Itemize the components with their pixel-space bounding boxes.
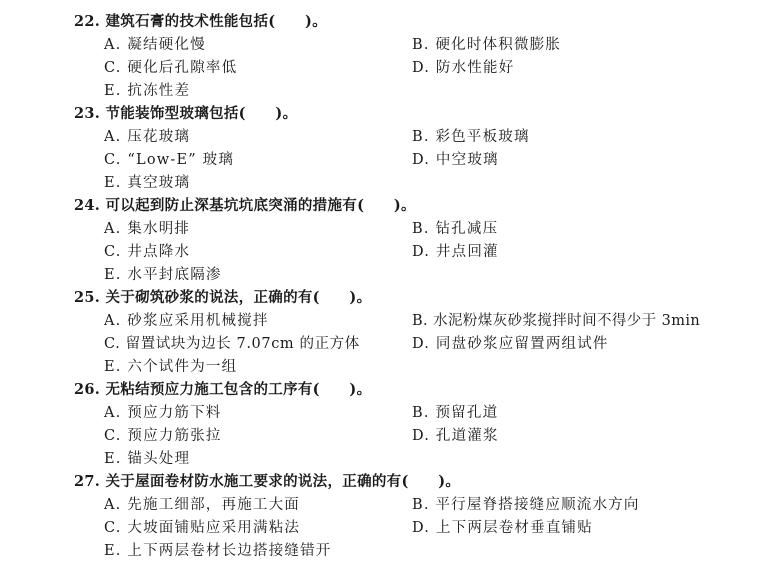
option-a: A. 先施工细部，再施工大面: [104, 497, 300, 513]
option-d: D. 同盘砂浆应留置两组试件: [412, 336, 609, 352]
question-stem: 22. 建筑石膏的技术性能包括( )。: [74, 13, 327, 30]
option-c: C. 预应力筋张拉: [104, 428, 222, 444]
option-b: B. 硬化时体积微膨胀: [412, 37, 562, 53]
option-b: B. 钻孔减压: [412, 221, 499, 237]
question-stem: 25. 关于砌筑砂浆的说法，正确的有( )。: [74, 289, 372, 306]
option-b: B. 平行屋脊搭接缝应顺流水方向: [412, 497, 640, 513]
question-stem: 27. 关于屋面卷材防水施工要求的说法，正确的有( )。: [74, 473, 461, 490]
question-stem: 24. 可以起到防止深基坑坑底突涌的措施有( )。: [74, 197, 416, 214]
option-c: C. 大坡面铺贴应采用满粘法: [104, 520, 301, 536]
option-d: D. 防水性能好: [412, 60, 515, 76]
option-e: E. 抗冻性差: [104, 83, 191, 99]
option-c: C. 留置试块为边长 7.07cm 的正方体: [104, 336, 360, 352]
option-a: A. 压花玻璃: [104, 129, 191, 145]
question-stem: 26. 无粘结预应力施工包含的工序有( )。: [74, 381, 372, 398]
option-a: A. 预应力筋下料: [104, 405, 222, 421]
option-a: A. 砂浆应采用机械搅拌: [104, 313, 269, 329]
option-e: E. 真空玻璃: [104, 175, 191, 191]
option-b: B. 水泥粉煤灰砂浆搅拌时间不得少于 3min: [412, 313, 701, 329]
question-stem: 23. 节能装饰型玻璃包括( )。: [74, 105, 298, 122]
option-b: B. 预留孔道: [412, 405, 499, 421]
option-c: C. “Low-E” 玻璃: [104, 152, 235, 168]
option-e: E. 六个试件为一组: [104, 359, 238, 375]
option-d: D. 井点回灌: [412, 244, 499, 260]
option-e: E. 锚头处理: [104, 451, 191, 467]
option-c: C. 硬化后孔隙率低: [104, 60, 238, 76]
option-c: C. 井点降水: [104, 244, 191, 260]
option-d: D. 上下两层卷材垂直铺贴: [412, 520, 593, 536]
option-b: B. 彩色平板玻璃: [412, 129, 530, 145]
option-d: D. 孔道灌浆: [412, 428, 499, 444]
option-e: E. 水平封底隔渗: [104, 267, 222, 283]
option-e: E. 上下两层卷材长边搭接缝错开: [104, 543, 332, 559]
option-a: A. 凝结硬化慢: [104, 37, 206, 53]
option-a: A. 集水明排: [104, 221, 191, 237]
option-d: D. 中空玻璃: [412, 152, 499, 168]
